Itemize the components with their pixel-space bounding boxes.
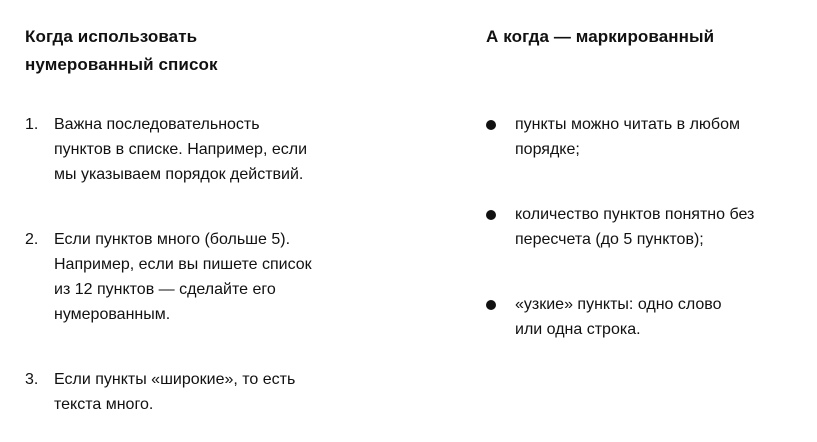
list-item-text: пункты можно читать в любом порядке;: [515, 116, 740, 158]
list-item-text: Важна последовательность пунктов в списке. Например, если мы указываем порядок действий.: [54, 116, 307, 183]
bulleted-list-item: [486, 202, 754, 252]
list-number: 3.: [25, 371, 39, 388]
list-item-text: количество пунктов понятно без пересчета (до 5 пунктов);: [515, 206, 755, 248]
bullet-icon: [486, 112, 515, 162]
bullet-icon: [486, 202, 515, 252]
bulleted-list-heading: А когда — маркированный: [486, 27, 715, 46]
bulleted-list-item: [486, 292, 722, 342]
list-item-text: Если пунктов много (больше 5). Например, если вы пишете список из 12 пунктов — сделайте его нумерованным.: [54, 231, 312, 323]
bullet-icon: [486, 292, 515, 342]
list-number: 2.: [25, 231, 39, 248]
numbered-list-heading: Когда использовать нумерованный список: [25, 27, 218, 74]
list-item-text: «узкие» пункты: одно слово или одна строка.: [515, 296, 722, 338]
bulleted-list-item: [486, 112, 740, 162]
numbered-list-item: [25, 227, 312, 327]
numbered-list-item: [25, 112, 307, 187]
numbered-list-item: [25, 367, 295, 417]
list-item-text: Если пункты «широкие», то есть текста много.: [54, 371, 296, 413]
list-number: 1.: [25, 116, 39, 133]
